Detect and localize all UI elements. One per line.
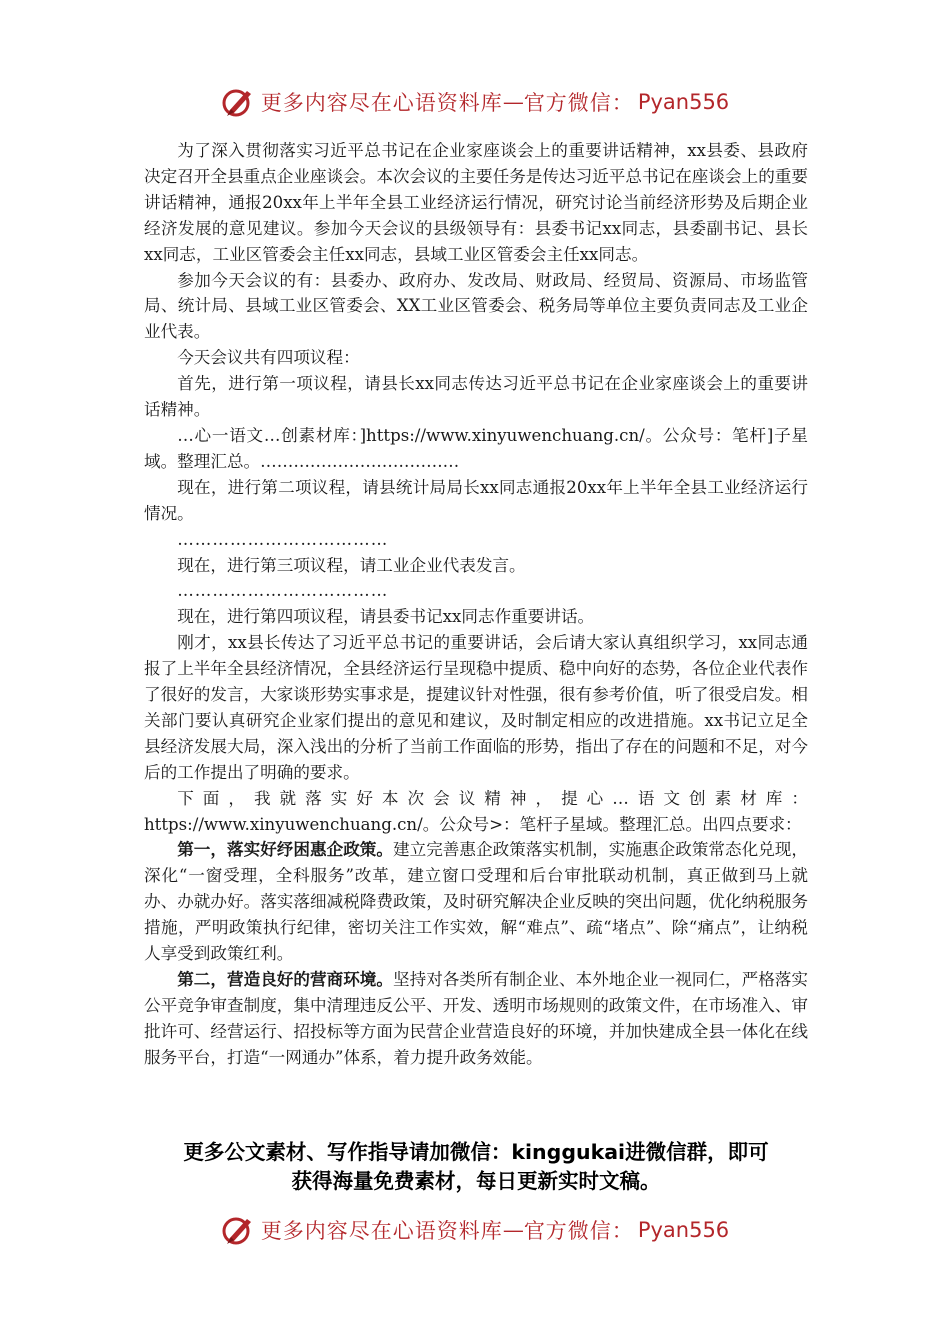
- ellipsis-line-1: ………………………………: [177, 529, 389, 549]
- header-official-label: 官方微信：: [523, 91, 634, 115]
- header-separator: —: [502, 90, 524, 114]
- paragraph-source-note-2: 下面，我就落实好本次会议精神，提心…语文创素材库：https://www.xinyuwenchuang.cn/。公众号>：笔杆子星域。整理汇总。出四点要求：: [144, 788, 808, 834]
- paragraph-agenda-4: 现在，进行第四项议程，请县委书记xx同志作重要讲话。: [177, 607, 595, 627]
- paragraph-source-note-1: …心一语文…创素材库：]https://www.xinyuwenchuang.cn/。公众号：笔杆]子星域。整理汇总。………………………………: [144, 425, 808, 471]
- paragraph-agenda-2: 现在，进行第二项议程，请县统计局局长xx同志通报20xx年上半年全县工业经济运行情况。: [144, 477, 808, 523]
- requirement-1-heading: 第一，落实好纾困惠企政策。: [177, 839, 393, 860]
- pen-logo-icon: [221, 1213, 255, 1247]
- promo-notice: [144, 1138, 808, 1196]
- promo-line-1: 更多公文素材、写作指导请加微信：kinggukai进微信群，即可: [183, 1140, 769, 1164]
- footer-banner: [0, 1208, 950, 1252]
- requirement-2-text: 坚持对各类所有制企业、本外地企业一视同仁，严格落实公平竞争审查制度，集中清理违反公平、开发、透明市场规则的政策文件，在市场准入、审批许可、经营运行、招投标等方面为民营企业营造良好的环境，并加快建成全县一体化在线服务平台，打造“一网通办”体系，着力提升政务效能。: [144, 970, 809, 1067]
- footer-brand-text: 更多内容尽在心语资料库: [260, 1219, 503, 1243]
- paragraph-attendees: 参加今天会议的有：县委办、政府办、发改局、财政局、经贸局、资源局、市场监管局、统计局、县域工业区管委会、XX工业区管委会、税务局等单位主要负责同志及工业企业代表。: [144, 270, 808, 342]
- requirement-2-heading: 第二，营造良好的营商环境。: [177, 969, 393, 989]
- document-body: [144, 138, 808, 1071]
- footer-wechat-id: Pyan556: [637, 1218, 730, 1242]
- pen-logo-icon: [221, 85, 255, 119]
- paragraph-requirement-1: [144, 837, 808, 967]
- footer-separator: —: [502, 1218, 524, 1242]
- header-banner: [0, 80, 950, 124]
- paragraph-agenda-count: 今天会议共有四项议程：: [177, 348, 360, 368]
- ellipsis-line-2: ………………………………: [177, 581, 389, 601]
- paragraph-agenda-3: 现在，进行第三项议程，请工业企业代表发言。: [177, 555, 526, 575]
- paragraph-summary: 刚才，xx县长传达了习近平总书记的重要讲话，会后请大家认真组织学习，xx同志通报了上半年全县经济情况，全县经济运行呈现稳中提质、稳中向好的态势，各位企业代表作了很好的发言，大家谈形势实事求是，提建议针对性强，很有参考价值，听了很受启发。相关部门要认真研究企业家们提出的意见和建议，及时制定相应的改进措施。xx书记立足全县经济发展大局，深入浅出的分析了当前工作面临的形势，指出了存在的问题和不足，对今后的工作提出了明确的要求。: [144, 633, 808, 782]
- footer-official-label: 官方微信：: [523, 1219, 634, 1243]
- header-wechat-id: Pyan556: [637, 90, 730, 114]
- requirement-1-text: 建立完善惠企政策落实机制，实施惠企政策常态化兑现，深化“一窗受理，全科服务”改革，建立窗口受理和后台审批联动机制，真正做到马上就办、办就办好。落实落细减税降费政策，及时研究解决企业反映的突出问题，优化纳税服务措施，严明政策执行纪律，密切关注工作实效，解“难点”、疏“堵点”、除“痛点”，让纳税人享受到政策红利。: [144, 840, 809, 964]
- paragraph-requirement-2: [144, 967, 808, 1071]
- paragraph-agenda-1: 首先，进行第一项议程，请县长xx同志传达习近平总书记在企业家座谈会上的重要讲话精神。: [144, 374, 808, 420]
- paragraph-intro: 为了深入贯彻落实习近平总书记在企业家座谈会上的重要讲话精神，xx县委、县政府决定召开全县重点企业座谈会。本次会议的主要任务是传达习近平总书记在座谈会上的重要讲话精神，通报20xx年上半年全县工业经济运行情况，研究讨论当前经济形势及后期企业经济发展的意见建议。参加今天会议的县级领导有：县委书记xx同志，县委副书记、县长xx同志，工业区管委会主任xx同志，县域工业区管委会主任xx同志。: [144, 141, 808, 264]
- promo-line-2: 获得海量免费素材，每日更新实时文稿。: [291, 1169, 661, 1193]
- header-brand-text: 更多内容尽在心语资料库: [260, 91, 503, 115]
